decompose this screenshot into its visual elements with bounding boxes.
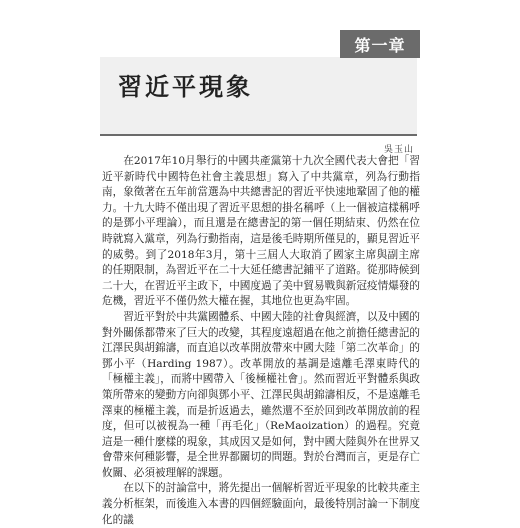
body-text	[102, 154, 420, 528]
author-name: 吳玉山	[383, 145, 414, 155]
paragraph-3: 在以下的討論當中，將先提出一個解析習近平現象的比較共產主義分析框架，而後進入本書的四個經驗面向，最後特別討論一下制度化的議	[102, 482, 420, 526]
paragraph-1: 在2017年10月舉行的中國共產黨第十九次全國代表大會把「習近平新時代中國特色社會主義思想」寫入了中共黨章，列為行動指南，象徵著在五年前當選為中共總書記的習近平快速地鞏固了他的權力。十九大時不僅出現了習近平思想的掛名稱呼（上一個被這樣稱呼的是鄧小平理論），而且還是在總書記的第一個任期結束、仍然在位時就寫入黨章，列為行動指南，這是後毛時期所僅見的，顯見習近平的威勢。到了2018年3月，第十三屆人大取消了國家主席與副主席的任期限制，為習近平在二十大延任總書記鋪平了道路。從那時候到二十大，在習近平主政下，中國度過了美中貿易戰與新冠疫情爆發的危機，習近平不僅仍然大權在握，其地位也更為牢固。	[102, 155, 420, 308]
chapter-label: 第一章	[340, 30, 420, 58]
paragraph-2: 習近平對於中共黨國體系、中國大陸的社會與經濟，以及中國的對外關係都帶來了巨大的改變，其程度遠超過在他之前擔任總書記的江澤民與胡錦濤，而直追以改革開放帶來中國大陸「第二次革命」的鄧小平（Harding 1987）。改革開放的基調是遠離毛澤東時代的「極權主義」，而將中國帶入「後極權社會」。然而習近平對體系與政策所帶來的變動方向卻與鄧小平、江澤民與胡錦濤相反，不是遠離毛澤東的極權主義，而是折返過去，雖然還不至於回到改革開放前的程度，但可以被視為一種「再毛化」（ReMaoization）的過程。究竟這是一種什麼樣的現象，其成因又是如何，對中國大陸與外在世界又會帶來何種影響，是全世界都關切的問題。對於台灣而言，更是存亡攸關、必須被理解的課題。	[102, 310, 420, 479]
chapter-title: 習近平現象	[118, 72, 253, 101]
